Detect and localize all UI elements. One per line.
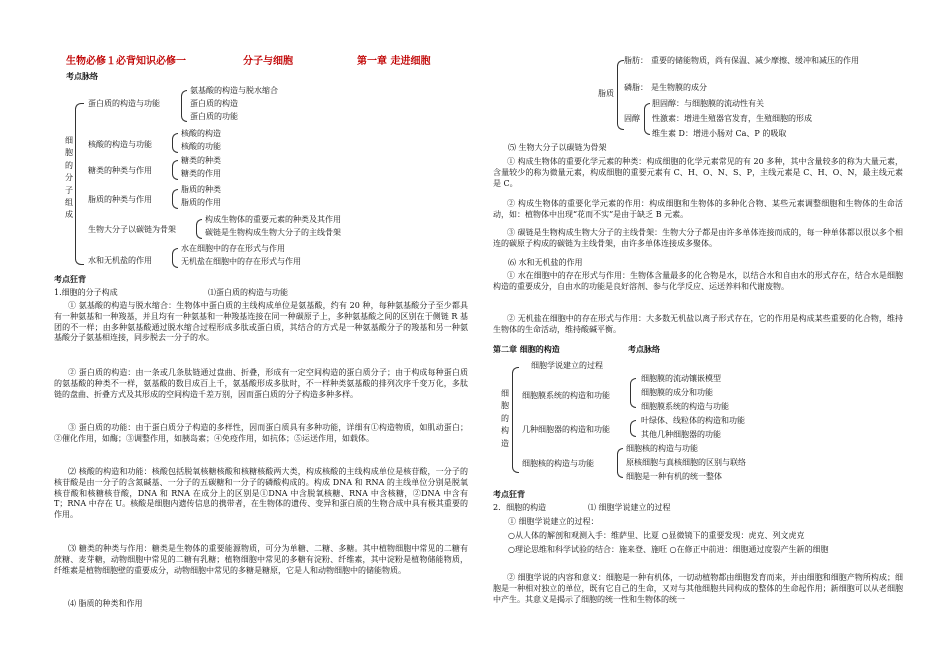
lipid-item-text: 重要的储能物质，尚有保温、减少摩擦、缓冲和减压的作用 (651, 56, 859, 65)
doc-title: 生物必修１必背知识必修一 (66, 56, 186, 67)
paragraph: ① 氨基酸的构造与脱水缩合：生物体中蛋白质的主线构成单位是氨基酸，约有 20 种，每种氨基酸分子至少都具有一种氨基和一种羧基，并且均有一种氨基和一种羧基连接在同一种碳原子上，多种氨基酸之间的区别在于侧链 R 基团的不一样；由多种氨基酸通过脱水缩合过程形成多肽或蛋白质，其结合的方式是一种氨基酸分子的羧基和另一种氨基酸分子氨基相连接，同步脱去一分子的水。 (54, 301, 468, 343)
outline-item: 细胞是一种有机的统一整体 (626, 472, 722, 481)
paragraph: ○从人体的解剖和观测入手：维萨里、比夏 ○显微镜下的重要发现：虎克、列文虎克 (508, 531, 805, 540)
outline-item: 无机盐在细胞中的存在形式与作用 (181, 257, 301, 266)
section-heading: ⑹ 水和无机盐的作用 (508, 258, 583, 267)
outline-group-label: 核酸的构造与功能 (88, 140, 152, 149)
outline-sub-brace (172, 248, 178, 268)
paragraph: ① 细胞学说建立的过程： (508, 517, 599, 526)
outline-group-label: 细胞学说建立的过程 (531, 361, 603, 370)
paragraph: ③ 蛋白质的功能：由于蛋白质分子构造的多样性，因而蛋白质具有多种功能，详细有①构造物质，如肌动蛋白；②催化作用，如酶；③调整作用，如胰岛素；④免疫作用，如抗体；⑤运送作用，如载体。 (54, 423, 468, 443)
paragraph: ⑵ 核酸的构造和功能：核酸包括脱氧核糖核酸和核糖核酸两大类，构成核酸的主线构成单位是核苷酸，一分子的核苷酸是由一分子的含氮碱基、一分子的五碳糖和一分子的磷酸构成的。构成 DNA 和 RNA 的主线单位分别是脱氧核苷酸和核糖核苷酸，DNA 和 RNA 在成分上的区别是①DNA 中含脱氧核糖、RNA 中含核糖，②DNA 中含有 T；RNA 中存在 U。核酸是细胞内遗传信息的携带者，在生物体的遗传、变异和蛋白质的生物合成中具有极其重要的作用。 (54, 467, 468, 520)
vertical-label: 细胞的构造 (501, 389, 509, 448)
outline-item: 核酸的构造 (181, 129, 221, 138)
outline-item: 细胞膜的成分和功能 (641, 388, 713, 397)
lipid-item-name: 磷脂： (624, 83, 648, 92)
outline-brace (75, 103, 84, 265)
outline-item: 糖类的种类 (181, 156, 221, 165)
paragraph: ① 水在细胞中的存在形式与作用：生物体含量最多的化合物是水，以结合水和自由水的形式存在，结合水是细胞构造的重要成分，自由水的功能是良好溶剂、参与化学反应、运送养料和代谢废物。 (493, 271, 903, 291)
outline-item: 蛋白质的功能 (190, 112, 238, 121)
lipid-item-name: 脂肪： (624, 56, 648, 65)
section-heading: ⑸ 生物大分子以碳链为骨架 (508, 143, 607, 152)
outline-item: 细胞膜系统的构造与功能 (641, 402, 729, 411)
focus-heading: 考点狂背 (493, 490, 525, 499)
paragraph: ⑶ 糖类的种类与作用：糖类是生物体的重要能源物质，可分为单糖、二糖、多糖。其中植物细胞中常见的二糖有蔗糖、麦芽糖，动物细胞中常见的二糖有乳糖；植物细胞中常见的多糖有淀粉、纤维素，其中淀粉是植物储能物质，纤维素是植物细胞壁的重要成分，动物细胞中常见的多糖是糖原，它是人和动物细胞中的储能物质。 (54, 544, 468, 575)
sterol-label: 固醇 (624, 114, 640, 123)
lipid-brace (617, 60, 624, 130)
paragraph: ⑷ 脂质的种类和作用 (68, 599, 143, 608)
outline-item: 蛋白质的构造 (190, 99, 238, 108)
sterol-brace (644, 103, 650, 135)
sterol-item: 性激素：增进生殖器官发育，生殖细胞的形成 (652, 114, 812, 123)
outline-item: 其他几种细胞器的功能 (641, 430, 721, 439)
outline-item: 细胞核的构造与功能 (626, 444, 698, 453)
paragraph: ② 无机盐在细胞中的存在形式与作用：大多数无机盐以离子形式存在，它的作用是构成某些重要的化合物，维持生物体的生命活动，维持酸碱平衡。 (493, 314, 903, 334)
outline-sub-brace (196, 219, 202, 239)
lipid-item-text: 是生物膜的成分 (651, 83, 707, 92)
paragraph: ① 构成生物体的重要化学元素的种类：构成细胞的化学元素常见的有 20 多种，其中含量较多的称为大量元素，含量较少的称为微量元素，构成细胞的重要元素有 C、H、O、N、S、P，主线元素是 C、H、O、N，最主线元素是 C。 (493, 157, 903, 188)
doc-subtitle: 分子与细胞 (243, 56, 293, 67)
outline-sub-brace (172, 133, 178, 153)
outline-item: 细胞膜的流动镶嵌模型 (641, 374, 721, 383)
paragraph: ② 细胞学说的内容和意义：细胞是一种有机体，一切动植物都由细胞发育而来，并由细胞和细胞产物所构成；细胞是一种相对独立的单位，既有它自己的生命，又对与其他细胞共同构成的整体的生命起作用；新细胞可以从老细胞中产生。其意义是揭示了细胞的统一性和生物体的统一 (493, 573, 903, 604)
paragraph: ② 蛋白质的构造：由一条或几条肽链通过盘曲、折叠，形成有一定空间构造的蛋白质分子；由于构成每种蛋白质的氨基酸的种类不一样，氨基酸的数目成百上千，氨基酸形成多肽时，不一样种类氨基酸的排列次序千变万化，多肽链的盘曲、折叠方式及其形成的空间构造千差万别，因而蛋白质的分子构造多种多样。 (54, 368, 468, 399)
outline-sub-brace (617, 448, 623, 478)
outline-item: 构成生物体的重要元素的种类及其作用 (205, 215, 341, 224)
paragraph: ○理论思维和科学试验的结合：施来登、施旺 ○在修正中前进：细胞通过度裂产生新的细胞 (508, 545, 829, 554)
outline-item: 脂质的种类 (181, 185, 221, 194)
outline-sub-brace (181, 90, 187, 122)
chapter-heading: 第二章 细胞的构造 (493, 345, 560, 354)
outline-item: 脂质的作用 (181, 198, 221, 207)
outline-sub-brace (630, 378, 636, 408)
outline-item: 糖类的作用 (181, 169, 221, 178)
outline-group-label: 几种细胞器的构造和功能 (522, 425, 610, 434)
outline-group-label: 脂质的种类与作用 (88, 195, 152, 204)
outline-group-label: 水和无机盐的作用 (88, 256, 152, 265)
outline-brace (512, 367, 519, 473)
outline-sub-brace (172, 160, 178, 180)
outline-sub-brace (630, 420, 636, 437)
chapter-title: 第一章 走进细胞 (357, 56, 431, 67)
outline-group-label: 糖类的种类与作用 (88, 166, 152, 175)
outline-item: 核酸的功能 (181, 142, 221, 151)
outline-heading: 考点脉络 (66, 72, 98, 81)
vertical-label: 细胞的分子组成 (65, 136, 73, 220)
outline-heading: 考点脉络 (628, 345, 660, 354)
paragraph: ③ 碳链是生物构成生物大分子的主线骨架：生物大分子都是由许多单体连接而成的，每一种单体都以很以多个相连的碳原子构成的碳链为主线骨架，由许多单体连接成多聚体。 (493, 228, 903, 248)
section-subheading: 1.细胞的分子构成 (54, 288, 118, 297)
focus-heading: 考点狂背 (54, 275, 86, 284)
outline-group-label: 细胞膜系统的构造和功能 (522, 391, 610, 400)
outline-group-label: 蛋白质的构造与功能 (88, 99, 160, 108)
outline-item: 原核细胞与真核细胞的区别与联络 (626, 458, 746, 467)
outline-item: 氨基酸的构造与脱水缩合 (190, 86, 278, 95)
sterol-item: 胆固醇：与细胞膜的流动性有关 (652, 99, 764, 108)
outline-item: 碳链是生物构成生物大分子的主线骨架 (205, 228, 341, 237)
section-subheading: ⑴蛋白质的构造与功能 (208, 288, 288, 297)
paragraph: ② 构成生物体的重要化学元素的作用：构成细胞和生物体的多种化合物、某些元素调整细胞和生物体的生命活动，如：植物体中出现“花而不实”是由于缺乏 B 元素。 (493, 199, 903, 219)
outline-item: 水在细胞中的存在形式与作用 (181, 244, 285, 253)
outline-group-label: 生物大分子以碳链为骨架 (88, 225, 176, 234)
section-subheading: 2．细胞的构造 (493, 503, 547, 512)
sterol-item: 维生素 D：增进小肠对 Ca、P 的吸取 (652, 129, 787, 138)
outline-item: 叶绿体、线粒体的构造和功能 (641, 416, 745, 425)
section-subheading: ⑴ 细胞学说建立的过程 (588, 503, 671, 512)
outline-sub-brace (172, 189, 178, 209)
outline-group-label: 细胞核的构造与功能 (522, 459, 594, 468)
lipid-label: 脂质 (598, 89, 614, 98)
